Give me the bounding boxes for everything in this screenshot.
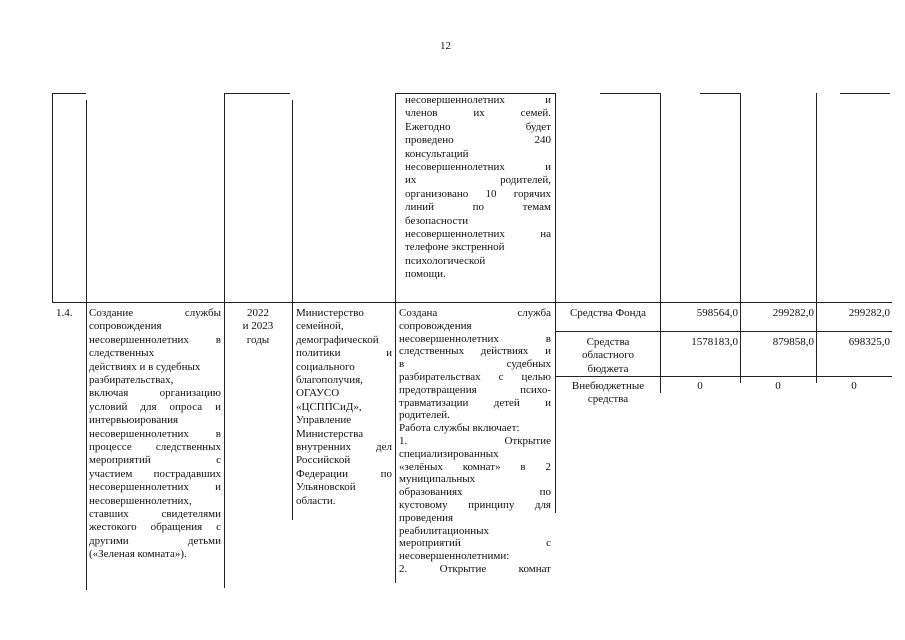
description-line bbox=[405, 188, 551, 201]
word: проведено bbox=[405, 134, 454, 147]
word: 240 bbox=[534, 134, 551, 147]
activity-name-line bbox=[89, 428, 221, 441]
word: и bbox=[545, 161, 551, 173]
result-line bbox=[399, 384, 551, 397]
table-top-rule bbox=[600, 93, 660, 94]
result-line bbox=[399, 435, 551, 448]
funding-amount-y2023: 299282,0 bbox=[848, 307, 890, 319]
result-line bbox=[399, 371, 551, 384]
word: предотвращения bbox=[399, 383, 477, 396]
word: с bbox=[216, 521, 221, 534]
result-line bbox=[399, 461, 551, 474]
executor-line: Министерство bbox=[296, 307, 364, 319]
word: для bbox=[534, 499, 551, 511]
funding-amount-y2022: 879858,0 bbox=[772, 336, 814, 348]
word: организацию bbox=[159, 387, 221, 400]
result-line: проведения bbox=[399, 511, 454, 524]
word: несовершеннолетних bbox=[399, 332, 499, 345]
column-border bbox=[224, 93, 225, 588]
word: опроса bbox=[169, 400, 203, 413]
table-top-rule bbox=[840, 93, 890, 94]
word: обращения bbox=[150, 521, 203, 534]
column-border bbox=[86, 100, 87, 590]
activity-name-line bbox=[89, 387, 221, 400]
result-line bbox=[399, 486, 551, 499]
word: 10 bbox=[485, 187, 497, 200]
activity-name-line bbox=[89, 307, 221, 320]
result-line bbox=[399, 333, 551, 346]
description-line: психологической bbox=[405, 254, 486, 267]
word: комнат bbox=[518, 563, 551, 575]
description-line bbox=[405, 201, 551, 214]
executor-line: Министерства bbox=[296, 427, 364, 440]
word: в bbox=[520, 460, 526, 473]
word: разбирательствах bbox=[399, 371, 481, 383]
word: и bbox=[545, 396, 551, 409]
description-line: консультаций bbox=[405, 147, 469, 160]
word: несовершеннолетних bbox=[89, 481, 189, 494]
word: родителей, bbox=[500, 174, 551, 187]
funding-amount-total: 598564,0 bbox=[696, 307, 738, 319]
word: линий bbox=[405, 201, 435, 214]
result-line bbox=[399, 345, 551, 358]
executor-line: области. bbox=[296, 494, 336, 507]
funding-source-line: средства bbox=[587, 393, 629, 406]
activity-name-line: сопровождения bbox=[89, 320, 162, 333]
description-line: безопасности bbox=[405, 214, 469, 227]
column-border bbox=[292, 100, 293, 520]
word: условий bbox=[89, 400, 128, 413]
word: службы bbox=[184, 307, 221, 319]
activity-name-line bbox=[89, 508, 221, 521]
word: их bbox=[473, 107, 485, 120]
word: организовано bbox=[405, 187, 469, 200]
word: жестокого bbox=[89, 521, 137, 534]
column-border bbox=[555, 93, 556, 513]
activity-name-line bbox=[89, 521, 221, 534]
word: по bbox=[380, 467, 392, 480]
result-line: специализированных bbox=[399, 447, 499, 460]
executor-line bbox=[296, 441, 392, 454]
word: в bbox=[215, 427, 221, 440]
word: детей bbox=[493, 396, 520, 409]
word: по bbox=[539, 486, 551, 499]
column-border bbox=[395, 93, 396, 583]
result-line bbox=[399, 397, 551, 410]
word: их bbox=[405, 174, 417, 187]
word: несовершеннолетних bbox=[89, 333, 189, 346]
word: ставших bbox=[89, 508, 129, 520]
word: 1. bbox=[399, 435, 408, 447]
word: горячих bbox=[513, 187, 551, 200]
period-line: 2022 bbox=[247, 307, 269, 319]
period-line: годы bbox=[246, 333, 270, 346]
funding-amount-y2022: 0 bbox=[775, 380, 781, 392]
word: членов bbox=[405, 107, 438, 120]
word: темам bbox=[522, 201, 551, 214]
word: несовершеннолетних bbox=[405, 94, 505, 106]
description-line bbox=[405, 174, 551, 187]
activity-name-line: несовершеннолетних, bbox=[89, 494, 192, 507]
description-line bbox=[405, 228, 551, 241]
column-border bbox=[740, 93, 741, 383]
word: в bbox=[215, 333, 221, 346]
word: Создание bbox=[89, 307, 134, 319]
word: другими bbox=[89, 534, 129, 547]
activity-name-line: разбирательствах, bbox=[89, 374, 174, 386]
table-top-rule bbox=[224, 93, 290, 94]
result-line: сопровождения bbox=[399, 319, 472, 332]
word: на bbox=[540, 228, 551, 240]
word: и bbox=[215, 400, 221, 413]
word: и bbox=[545, 94, 551, 106]
word: для bbox=[140, 400, 157, 413]
word: судебных bbox=[506, 358, 551, 371]
activity-name-line: интервьюирования bbox=[89, 414, 179, 427]
word: семей. bbox=[520, 107, 551, 120]
word: и bbox=[386, 347, 392, 360]
activity-name-line: следственных bbox=[89, 347, 155, 360]
word: «зелёных bbox=[399, 460, 443, 473]
word: внутренних bbox=[296, 441, 352, 453]
word: действиях bbox=[480, 345, 529, 358]
result-line: Работа службы включает: bbox=[399, 422, 520, 435]
executor-line: Управление bbox=[296, 414, 352, 427]
word: травматизации bbox=[399, 396, 469, 409]
word: политики bbox=[296, 347, 341, 360]
word: служба bbox=[517, 307, 551, 319]
activity-name-line: действиях и в судебных bbox=[89, 360, 201, 373]
word: процессе bbox=[89, 441, 132, 453]
word: в bbox=[545, 332, 551, 345]
description-line: помощи. bbox=[405, 268, 446, 281]
column-border bbox=[52, 93, 53, 303]
row-separator bbox=[555, 331, 892, 332]
funding-source-line: областного bbox=[581, 349, 634, 362]
description-line bbox=[405, 94, 551, 107]
table-top-rule bbox=[52, 93, 86, 94]
word: дел bbox=[376, 441, 392, 453]
result-line bbox=[399, 307, 551, 320]
word: с bbox=[498, 371, 504, 383]
word: 2 bbox=[545, 460, 551, 473]
word: Открытие bbox=[439, 563, 487, 575]
column-border bbox=[816, 93, 817, 383]
executor-line: семейной, bbox=[296, 320, 344, 333]
result-line bbox=[399, 537, 551, 550]
activity-name-line bbox=[89, 468, 221, 481]
description-line bbox=[405, 134, 551, 147]
activity-name-line bbox=[89, 334, 221, 347]
description-line bbox=[405, 121, 551, 134]
executor-line: благополучия, bbox=[296, 374, 363, 386]
result-line bbox=[399, 358, 551, 371]
result-line: родителей. bbox=[399, 409, 450, 422]
executor-line: ОГАУСО bbox=[296, 387, 340, 400]
activity-name-line bbox=[89, 441, 221, 454]
word: мероприятий bbox=[89, 454, 151, 467]
word: Ежегодно bbox=[405, 120, 451, 133]
funding-source-line: Средства bbox=[586, 336, 630, 348]
result-line: муниципальных bbox=[399, 473, 476, 486]
activity-name-line: («Зеленая комната»). bbox=[89, 548, 187, 561]
description-line bbox=[405, 107, 551, 120]
funding-amount-y2023: 0 bbox=[851, 380, 857, 392]
word: детьми bbox=[187, 534, 221, 547]
word: 2. bbox=[399, 563, 408, 575]
executor-line: Российской bbox=[296, 454, 351, 467]
description-line: телефоне экстренной bbox=[405, 241, 505, 254]
activity-name-line bbox=[89, 401, 221, 414]
page-number: 12 bbox=[440, 40, 451, 52]
activity-name-line bbox=[89, 535, 221, 548]
word: пострадавших bbox=[153, 467, 221, 480]
executor-line bbox=[296, 347, 392, 360]
activity-name-line bbox=[89, 454, 221, 467]
executor-line: «ЦСППСиД», bbox=[296, 400, 362, 413]
word: по bbox=[472, 201, 484, 214]
word: Федерации bbox=[296, 467, 348, 480]
funding-source-line: Внебюджетные bbox=[571, 380, 645, 392]
funding-source-line: бюджета bbox=[587, 362, 629, 375]
word: комнат» bbox=[462, 460, 501, 473]
word: принципу bbox=[468, 499, 515, 511]
row-separator bbox=[52, 302, 892, 303]
word: и bbox=[215, 481, 221, 494]
word: несовершеннолетних bbox=[405, 161, 505, 173]
result-line bbox=[399, 499, 551, 512]
result-line: несовершеннолетними: bbox=[399, 550, 510, 563]
word: Создана bbox=[399, 307, 438, 319]
word: образованиях bbox=[399, 486, 463, 499]
result-line bbox=[399, 563, 551, 576]
word: Открытие bbox=[504, 435, 551, 447]
funding-source-line: Средства Фонда bbox=[569, 307, 647, 319]
word: следственных bbox=[399, 345, 465, 358]
word: с bbox=[546, 537, 551, 550]
word: несовершеннолетних bbox=[89, 427, 189, 440]
period-line: и 2023 bbox=[242, 320, 274, 333]
word: следственных bbox=[155, 441, 221, 453]
funding-amount-y2022: 299282,0 bbox=[772, 307, 814, 319]
word: целью bbox=[521, 371, 551, 383]
result-line: реабилитационных bbox=[399, 524, 490, 537]
word: свидетелями bbox=[161, 508, 221, 520]
column-border bbox=[660, 93, 661, 393]
funding-amount-y2023: 698325,0 bbox=[848, 336, 890, 348]
word: несовершеннолетних bbox=[405, 228, 505, 240]
executor-line: социального bbox=[296, 360, 355, 373]
word: будет bbox=[525, 120, 551, 133]
table-top-rule bbox=[700, 93, 740, 94]
row-number: 1.4. bbox=[56, 307, 73, 319]
word: включая bbox=[89, 387, 129, 400]
funding-amount-total: 1578183,0 bbox=[691, 336, 738, 348]
word: участием bbox=[89, 467, 133, 480]
word: в bbox=[399, 358, 405, 371]
executor-line: Ульяновской bbox=[296, 481, 356, 494]
word: и bbox=[545, 345, 551, 358]
word: кустовому bbox=[399, 499, 448, 511]
executor-line bbox=[296, 468, 392, 481]
funding-amount-total: 0 bbox=[697, 380, 703, 392]
executor-line: демографической bbox=[296, 333, 379, 346]
activity-name-line bbox=[89, 481, 221, 494]
word: с bbox=[216, 454, 221, 467]
word: мероприятий bbox=[399, 537, 461, 550]
word: психо- bbox=[520, 383, 551, 396]
description-line bbox=[405, 161, 551, 174]
